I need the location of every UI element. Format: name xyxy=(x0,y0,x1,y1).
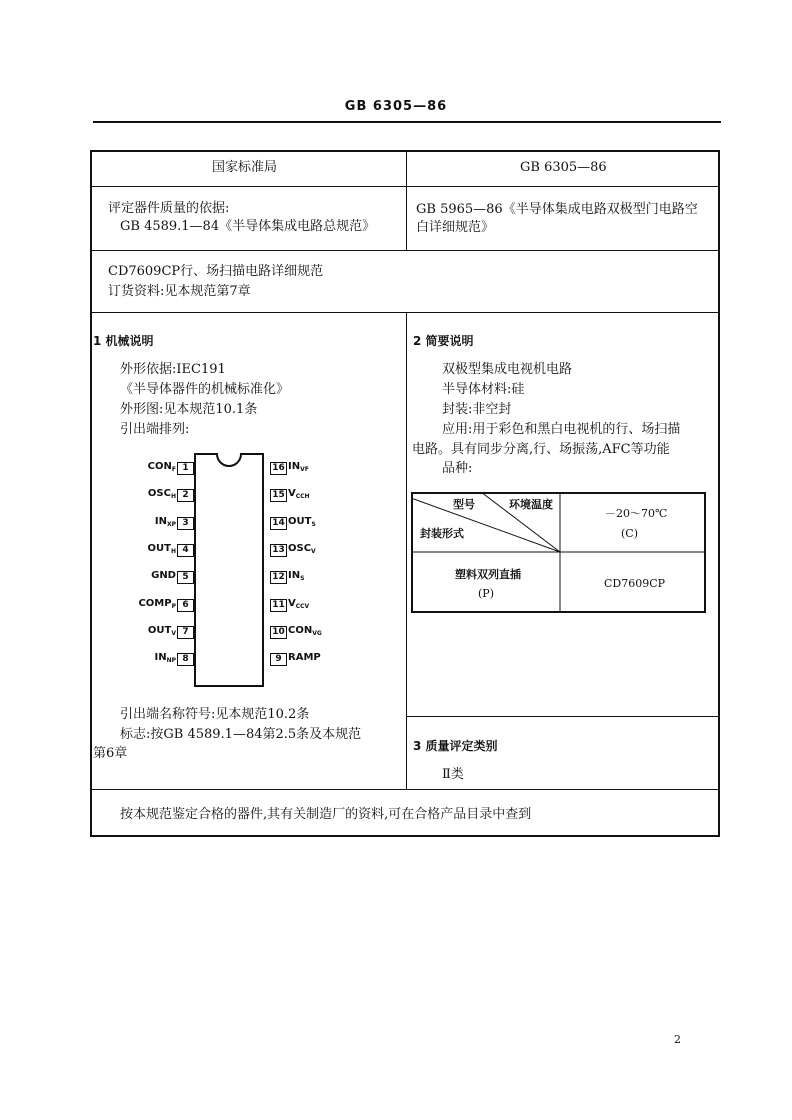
pin-11-label: $V_{CCV}$ xyxy=(288,598,310,610)
part-number: CD7609CP xyxy=(604,577,666,590)
marking-ref: 标志:按GB 4589.1—84第2.5条及本规范 xyxy=(120,727,362,742)
mech-standard: 《半导体器件的机械标准化》 xyxy=(120,382,290,397)
row-divider-4 xyxy=(407,716,719,717)
section3-heading: 3 质量评定类别 xyxy=(413,739,498,753)
basis-right-ref-2: 白详细规范》 xyxy=(416,220,495,235)
quality-category: Ⅱ类 xyxy=(442,767,464,782)
temp-code: (C) xyxy=(621,527,638,540)
pin-10-label: $CON_{VG}$ xyxy=(288,625,322,637)
header-rule xyxy=(93,121,721,123)
table-head-package: 封装形式 xyxy=(420,527,464,540)
order-info: 订货资料:见本规范第7章 xyxy=(108,284,251,299)
basis-right-ref-1: GB 5965—86《半导体集成电路双极型门电路空 xyxy=(416,202,698,217)
pin-symbol-ref: 引出端名称符号:见本规范10.2条 xyxy=(120,707,310,722)
pin-5-label: GND xyxy=(151,570,176,581)
pin-4-label: $OUT_H$ xyxy=(147,543,176,555)
pin-2-number: 2 xyxy=(177,489,194,502)
pin-8-number: 8 xyxy=(177,653,194,666)
col-divider-mid xyxy=(406,312,407,789)
row-divider-3 xyxy=(91,312,719,313)
ic-package xyxy=(194,453,264,687)
pin-1-number: 1 xyxy=(177,462,194,475)
table-head-model: 型号 xyxy=(453,498,475,511)
basis-label: 评定器件质量的依据: xyxy=(108,201,230,216)
pin-9-number: 9 xyxy=(270,653,287,666)
pin-13-number: 13 xyxy=(270,544,287,557)
marking-ref-cont: 第6章 xyxy=(93,746,128,761)
pin-7-number: 7 xyxy=(177,626,194,639)
brief-line-5: 电路。具有同步分离,行、场振荡,AFC等功能 xyxy=(412,442,670,457)
page-header: GB 6305—86 xyxy=(344,99,448,114)
pin-8-label: $IN_{NP}$ xyxy=(154,652,176,664)
pin-arrangement-label: 引出端排列: xyxy=(120,422,190,437)
pin-13-label: $OSC_V$ xyxy=(288,543,316,555)
brief-line-3: 封装:非空封 xyxy=(442,402,512,417)
pin-6-number: 6 xyxy=(177,599,194,612)
pin-1-label: $CON_F$ xyxy=(147,461,176,473)
package-code: (P) xyxy=(478,587,494,600)
pin-3-number: 3 xyxy=(177,517,194,530)
standard-number: GB 6305—86 xyxy=(520,160,607,175)
pin-9-label: RAMP xyxy=(288,652,321,663)
qualification-note: 按本规范鉴定合格的器件,其有关制造厂的资料,可在合格产品目录中查到 xyxy=(120,807,532,822)
pin-7-label: $OUT_V$ xyxy=(147,625,176,637)
brief-line-4: 应用:用于彩色和黑白电视机的行、场扫描 xyxy=(442,422,681,437)
outline-basis: 外形依据:IEC191 xyxy=(120,362,226,377)
pin-6-label: $COMP_P$ xyxy=(138,598,176,610)
section2-heading: 2 简要说明 xyxy=(413,334,474,348)
pin-10-number: 10 xyxy=(270,626,287,639)
pin-15-number: 15 xyxy=(270,489,287,502)
pin-12-number: 12 xyxy=(270,571,287,584)
pin-3-label: $IN_{XP}$ xyxy=(154,516,176,528)
pin-11-number: 11 xyxy=(270,599,287,612)
issuer-label: 国家标准局 xyxy=(212,160,278,175)
row-divider-1 xyxy=(91,186,719,187)
variety-label: 品种: xyxy=(442,461,473,476)
page-number: 2 xyxy=(674,1033,681,1046)
brief-line-2: 半导体材料:硅 xyxy=(442,382,525,397)
table-head-temp: 环境温度 xyxy=(509,498,553,511)
basis-left-ref: GB 4589.1—84《半导体集成电路总规范》 xyxy=(120,219,376,234)
package-name: 塑料双列直插 xyxy=(455,568,521,581)
pin-4-number: 4 xyxy=(177,544,194,557)
section1-heading: 1 机械说明 xyxy=(93,334,154,348)
row-divider-2 xyxy=(91,250,719,251)
pin-2-label: $OSC_H$ xyxy=(147,488,176,500)
temp-range: －20～70℃ xyxy=(605,507,668,520)
pin-15-label: $V_{CCH}$ xyxy=(288,488,310,500)
row-divider-5 xyxy=(91,789,719,790)
pin-16-number: 16 xyxy=(270,462,287,475)
pin-12-label: $IN_S$ xyxy=(288,570,305,582)
pin-16-label: $IN_{VF}$ xyxy=(288,461,309,473)
pin-14-label: $OUT_S$ xyxy=(288,516,316,528)
col-divider-top xyxy=(406,151,407,250)
spec-title: CD7609CP行、场扫描电路详细规范 xyxy=(108,264,324,279)
pin-14-number: 14 xyxy=(270,517,287,530)
outline-drawing: 外形图:见本规范10.1条 xyxy=(120,402,258,417)
pin-5-number: 5 xyxy=(177,571,194,584)
brief-line-1: 双极型集成电视机电路 xyxy=(442,362,573,377)
